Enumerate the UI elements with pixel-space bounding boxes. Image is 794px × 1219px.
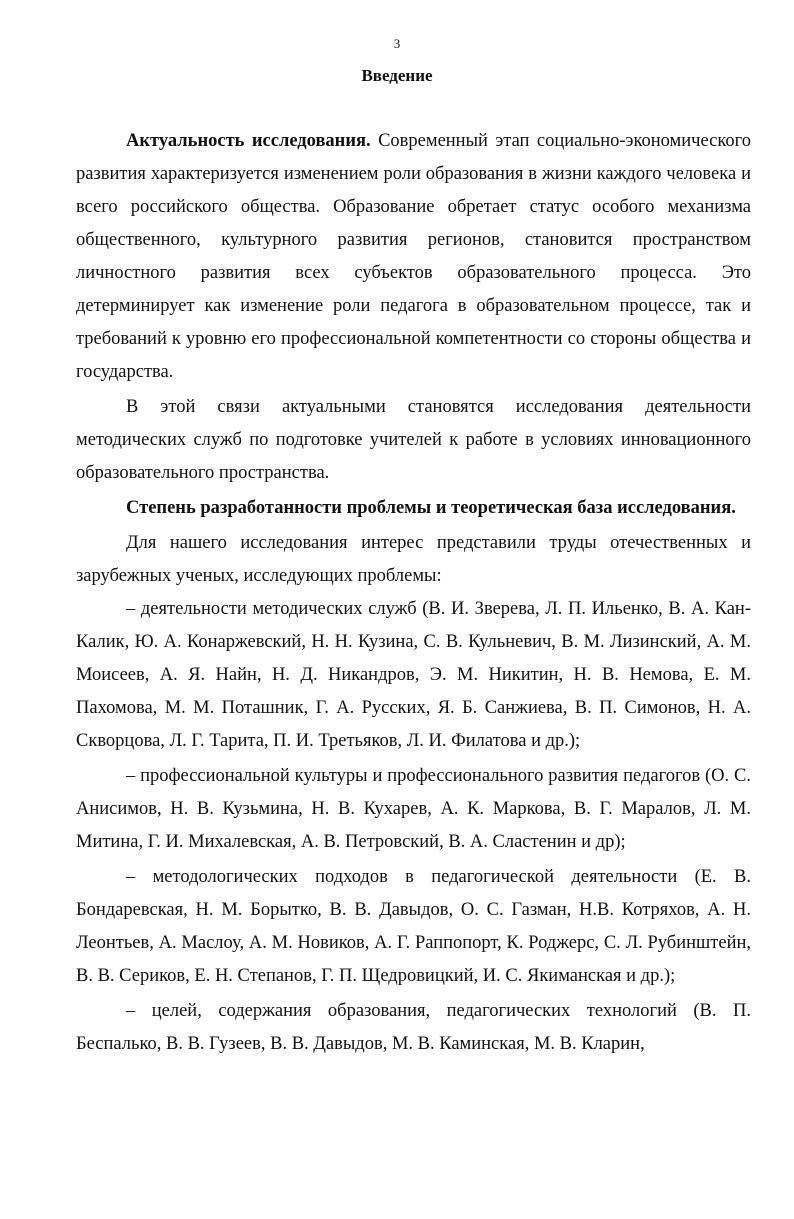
list-item: – деятельности методических служб (В. И. Зверева, Л. П. Ильенко, В. А. Кан-Калик, Ю. А. Конаржевский, Н. Н. Кузина, С. В. Кульневич, В. М. Лизинский, А. М. Моисеев, А. Я. Найн, Н. Д. Никандров, Э. М. Никитин, Н. В. Немова, Е. М. Пахомова, М. М. Поташник, Г. А. Русских, Я. Б. Санжиева, В. П. Симонов, Н. А. Скворцова, Л. Г. Тарита, П. И. Третьяков, Л. И. Филатова и др.);: [76, 599, 751, 751]
paragraph-intro-list: Для нашего исследования интерес представили труды отечественных и зарубежных ученых, исследующих проблемы:: [76, 533, 751, 586]
page-number: 3: [393, 36, 401, 51]
list-item: – профессиональной культуры и профессионального развития педагогов (О. С. Анисимов, Н. В. Кузьмина, Н. В. Кухарев, А. К. Маркова, В. Г. Маралов, Л. М. Митина, Г. И. Михалевская, А. В. Петровский, В. А. Сластенин и др);: [76, 766, 751, 852]
body-text: [76, 125, 751, 1061]
paragraph-relevance: [76, 125, 751, 389]
relevance-text: Современный этап социально-экономического развития характеризуется изменением роли образования в жизни каждого человека и всего российского общества. Образование обретает статус особого механизма общественного, культурного развития регионов, становится пространством личностного развития всех субъектов образовательного процесса. Это детерминирует как изменение роли педагога в образовательном процессе, так и требований к уровню его профессиональной компетентности со стороны общества и государства.: [76, 131, 752, 382]
relevance-heading: Актуальность исследования.: [126, 131, 371, 151]
paragraph-development-heading: Степень разработанности проблемы и теоретическая база исследования.: [126, 498, 736, 518]
paragraph-research-focus: В этой связи актуальными становятся исследования деятельности методических служб по подготовке учителей к работе в условиях инновационного образовательного пространства.: [76, 397, 751, 483]
list-item: – целей, содержания образования, педагогических технологий (В. П. Беспалько, В. В. Гузеев, В. В. Давыдов, М. В. Каминская, М. В. Кларин,: [76, 1001, 751, 1054]
list-item: – методологических подходов в педагогической деятельности (Е. В. Бондаревская, Н. М. Борытко, В. В. Давыдов, О. С. Газман, Н.В. Котряхов, А. Н. Леонтьев, А. Маслоу, А. М. Новиков, А. Г. Раппопорт, К. Роджерс, С. Л. Рубинштейн, В. В. Сериков, Е. Н. Степанов, Г. П. Щедровицкий, И. С. Якиманская и др.);: [76, 867, 751, 986]
section-title: Введение: [361, 66, 433, 85]
